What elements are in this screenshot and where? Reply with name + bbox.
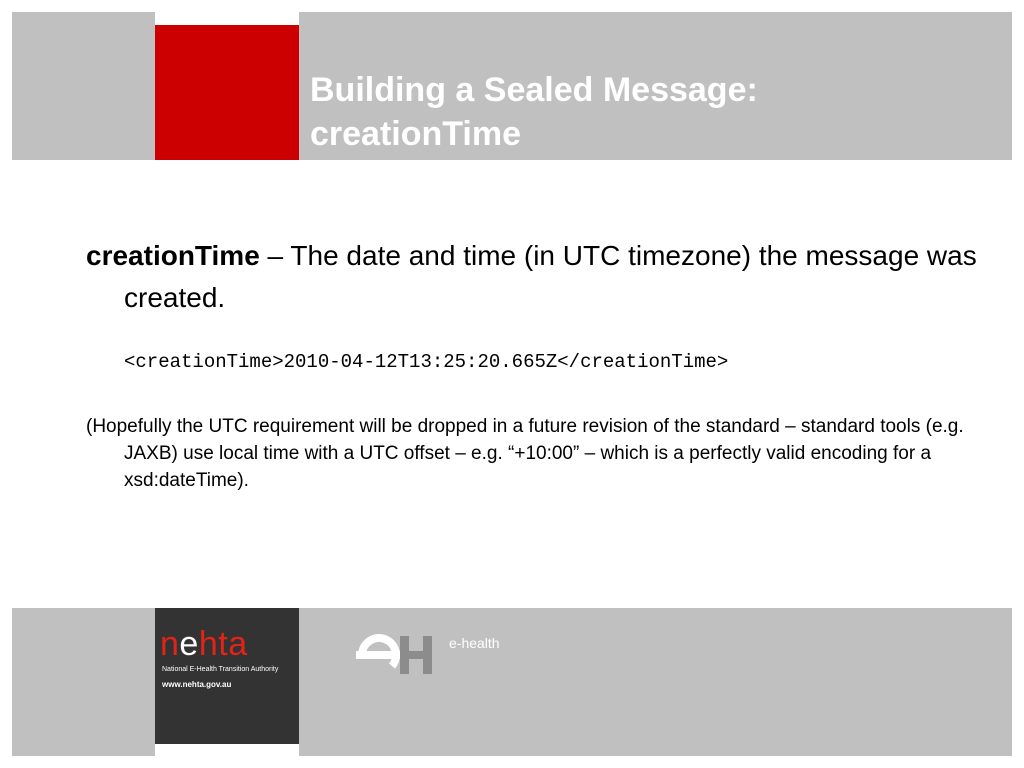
ehealth-label: e-health (449, 635, 500, 651)
slide-body (86, 235, 1006, 494)
ehealth-logo-icon (356, 632, 436, 678)
slide-title (310, 68, 1000, 156)
main-term: creationTime (86, 240, 260, 271)
footer-logo-panel-edge (155, 744, 299, 756)
main-description: – The date and time (in UTC timezone) the message was created. (124, 240, 977, 313)
note-bullet: (Hopefully the UTC requirement will be dropped in a future revision of the standard – standard tools (e.g. JAXB) use local time with a UTC offset – e.g. “+10:00” – which is a perfectly valid encoding for a xsd:dateTime). (86, 416, 964, 491)
nehta-logo-n: n (160, 625, 180, 663)
nehta-tagline: National E-Health Transition Authority (162, 666, 279, 673)
slide-title-line-2: creationTime (310, 115, 522, 153)
code-example: <creationTime>2010-04-12T13:25:20.665Z</creationTime> (124, 351, 729, 373)
nehta-logo-h: h (198, 625, 219, 663)
nehta-logo (160, 624, 248, 664)
nehta-logo-a: a (228, 625, 248, 663)
nehta-logo-e: e (179, 625, 199, 663)
header-red-block (155, 25, 299, 160)
nehta-url: www.nehta.gov.au (162, 680, 232, 689)
main-bullet (86, 235, 1006, 319)
nehta-logo-t: t (218, 625, 229, 663)
slide-title-line-1: Building a Sealed Message: (310, 71, 758, 109)
